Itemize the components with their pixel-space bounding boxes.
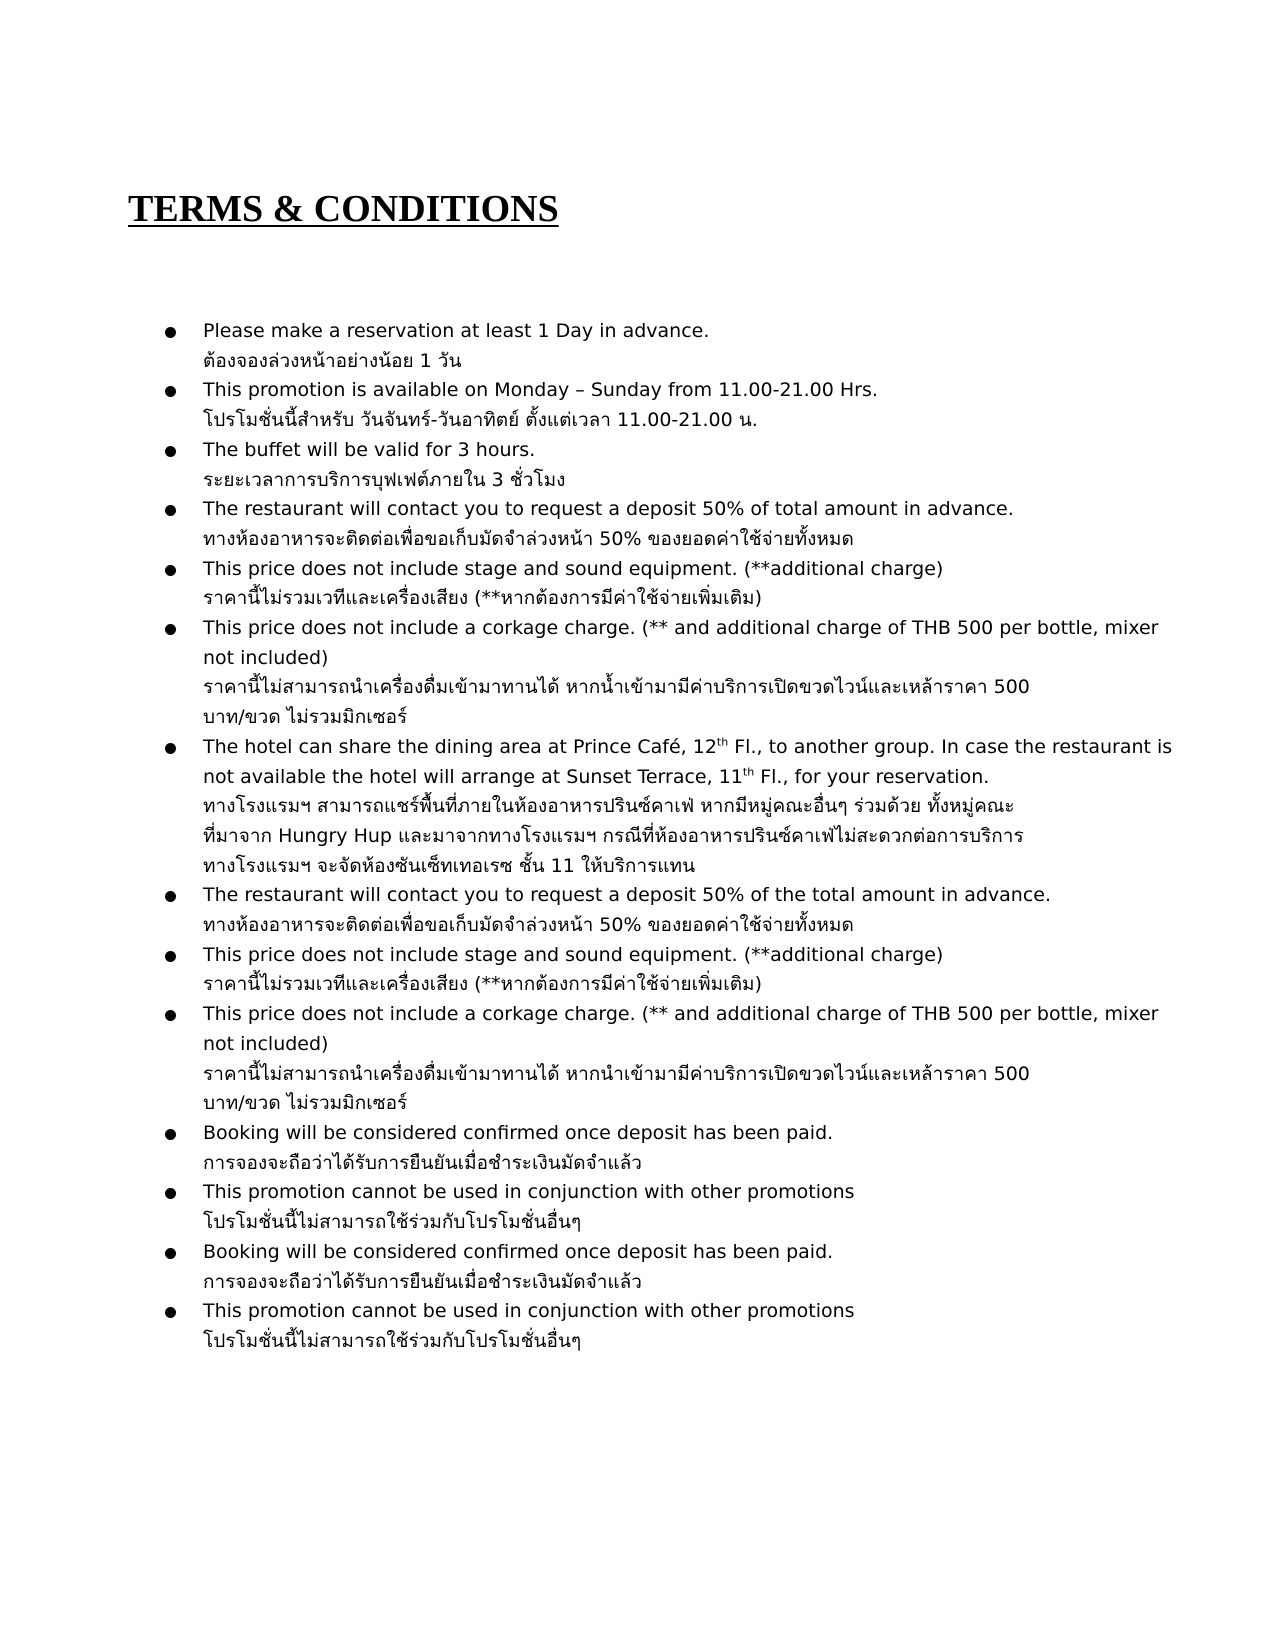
term-text-th: โปรโมชั่นนี้สำหรับ วันจันทร์-วันอาทิตย์ ตั้งแต่เวลา 11.00-21.00 น. — [203, 409, 758, 432]
term-text-th: โปรโมชั่นนี้ไม่สามารถใช้ร่วมกับโปรโมชั่นอื่นๆ — [203, 1329, 582, 1352]
bullet-icon — [165, 446, 176, 457]
term-text-en: This price does not include a corkage charge. (** and additional charge of THB 500 per bottle, mixer — [203, 617, 1159, 640]
list-item — [160, 1000, 1159, 1119]
term-text-th: ทางโรงแรมฯ สามารถแชร์พื้นที่ภายในห้องอาหารปรินซ์คาเฟ่ หากมีหมู่คณะอื่นๆ ร่วมด้วย ทั้งหมู่คณะ — [203, 795, 1015, 818]
list-item — [160, 376, 1150, 435]
page-title: TERMS & CONDITIONS — [128, 188, 559, 230]
term-text-en: This promotion cannot be used in conjunction with other promotions — [203, 1181, 855, 1204]
term-text-th: ระยะเวลาการบริการบุฟเฟต์ภายใน 3 ชั่วโมง — [203, 468, 566, 491]
term-text-en: The restaurant will contact you to request a deposit 50% of total amount in advance. — [203, 498, 1014, 521]
terms-list — [160, 317, 1173, 1357]
term-text-en: This promotion is available on Monday – Sunday from 11.00-21.00 Hrs. — [203, 379, 878, 402]
term-text-th: ทางห้องอาหารจะติดต่อเพื่อขอเก็บมัดจำล่วงหน้า 50% ของยอดค่าใช้จ่ายทั้งหมด — [203, 914, 854, 937]
term-text-th: ต้องจองล่วงหน้าอย่างน้อย 1 วัน — [203, 349, 462, 372]
list-item — [160, 1178, 1150, 1237]
list-item — [160, 733, 1173, 882]
list-item — [160, 436, 1150, 495]
term-text-en: not included) — [203, 1032, 329, 1055]
bullet-icon — [165, 386, 176, 397]
list-item — [160, 555, 1150, 614]
bullet-icon — [165, 1188, 176, 1199]
term-text-fragment: The hotel can share the dining area at Prince Café, 12 — [203, 735, 717, 758]
term-text-th: ราคานี้ไม่รวมเวทีและเครื่องเสียง (**หากต้องการมีค่าใช้จ่ายเพิ่มเติม) — [203, 973, 762, 996]
list-item — [160, 495, 1150, 554]
term-text-th: โปรโมชั่นนี้ไม่สามารถใช้ร่วมกับโปรโมชั่นอื่นๆ — [203, 1211, 582, 1234]
bullet-icon — [165, 565, 176, 576]
bullet-icon — [165, 891, 176, 902]
term-text-th: บาท/ขวด ไม่รวมมิกเซอร์ — [203, 706, 408, 729]
term-text-th: ราคานี้ไม่สามารถนำเครื่องดื่มเข้ามาทานได้ หากนำเข้ามามีค่าบริการเปิดขวดไวน์และเหล้าราคา 500 — [203, 1062, 1030, 1085]
term-text-en: The restaurant will contact you to request a deposit 50% of the total amount in advance. — [203, 884, 1051, 907]
bullet-icon — [165, 1248, 176, 1259]
term-text-en: This price does not include stage and sound equipment. (**additional charge) — [203, 557, 944, 580]
term-text-en: This price does not include a corkage charge. (** and additional charge of THB 500 per bottle, mixer — [203, 1003, 1159, 1026]
list-item — [160, 614, 1159, 733]
term-text-en — [203, 763, 1150, 793]
term-text-th: ทางห้องอาหารจะติดต่อเพื่อขอเก็บมัดจำล่วงหน้า 50% ของยอดค่าใช้จ่ายทั้งหมด — [203, 527, 854, 550]
ordinal-suffix: th — [742, 765, 755, 779]
term-text-en: Booking will be considered confirmed once deposit has been paid. — [203, 1240, 834, 1263]
term-text-th: การจองจะถือว่าได้รับการยืนยันเมื่อชำระเงินมัดจำแล้ว — [203, 1151, 642, 1174]
term-text-en — [203, 733, 1173, 763]
list-item — [160, 1297, 1150, 1356]
bullet-icon — [165, 327, 176, 338]
ordinal-suffix: th — [716, 735, 729, 749]
term-text-th: ที่มาจาก Hungry Hup และมาจากทางโรงแรมฯ กรณีที่ห้องอาหารปรินซ์คาเฟ่ไม่สะดวกต่อการบริการ — [203, 824, 1024, 847]
list-item — [160, 1119, 1150, 1178]
bullet-icon — [165, 1307, 176, 1318]
bullet-icon — [165, 1129, 176, 1140]
term-text-en: not included) — [203, 646, 329, 669]
term-text-en: The buffet will be valid for 3 hours. — [203, 438, 536, 461]
term-text-th: ทางโรงแรมฯ จะจัดห้องซันเซ็ทเทอเรซ ชั้น 11 ให้บริการแทน — [203, 854, 696, 877]
term-text-en: This price does not include stage and sound equipment. (**additional charge) — [203, 943, 944, 966]
term-text-th: บาท/ขวด ไม่รวมมิกเซอร์ — [203, 1092, 408, 1115]
term-text-en: This promotion cannot be used in conjunction with other promotions — [203, 1300, 855, 1323]
term-text-fragment: Fl., for your reservation. — [754, 765, 990, 788]
list-item — [160, 317, 1150, 376]
bullet-icon — [165, 505, 176, 516]
bullet-icon — [165, 624, 176, 635]
list-item — [160, 941, 1150, 1000]
term-text-en: Booking will be considered confirmed once deposit has been paid. — [203, 1121, 834, 1144]
term-text-th: การจองจะถือว่าได้รับการยืนยันเมื่อชำระเงินมัดจำแล้ว — [203, 1270, 642, 1293]
list-item — [160, 881, 1150, 940]
term-text-en: Please make a reservation at least 1 Day in advance. — [203, 320, 710, 342]
bullet-icon — [165, 951, 176, 962]
bullet-icon — [165, 743, 176, 754]
list-item — [160, 1238, 1150, 1297]
term-text-fragment: not available the hotel will arrange at Sunset Terrace, 11 — [203, 765, 743, 788]
term-text-th: ราคานี้ไม่รวมเวทีและเครื่องเสียง (**หากต้องการมีค่าใช้จ่ายเพิ่มเติม) — [203, 587, 762, 610]
term-text-fragment: Fl., to another group. In case the restaurant is — [728, 735, 1173, 758]
bullet-icon — [165, 1010, 176, 1021]
term-text-th: ราคานี้ไม่สามารถนำเครื่องดื่มเข้ามาทานได้ หากน้ำเข้ามามีค่าบริการเปิดขวดไวน์และเหล้าราคา 500 — [203, 676, 1030, 699]
